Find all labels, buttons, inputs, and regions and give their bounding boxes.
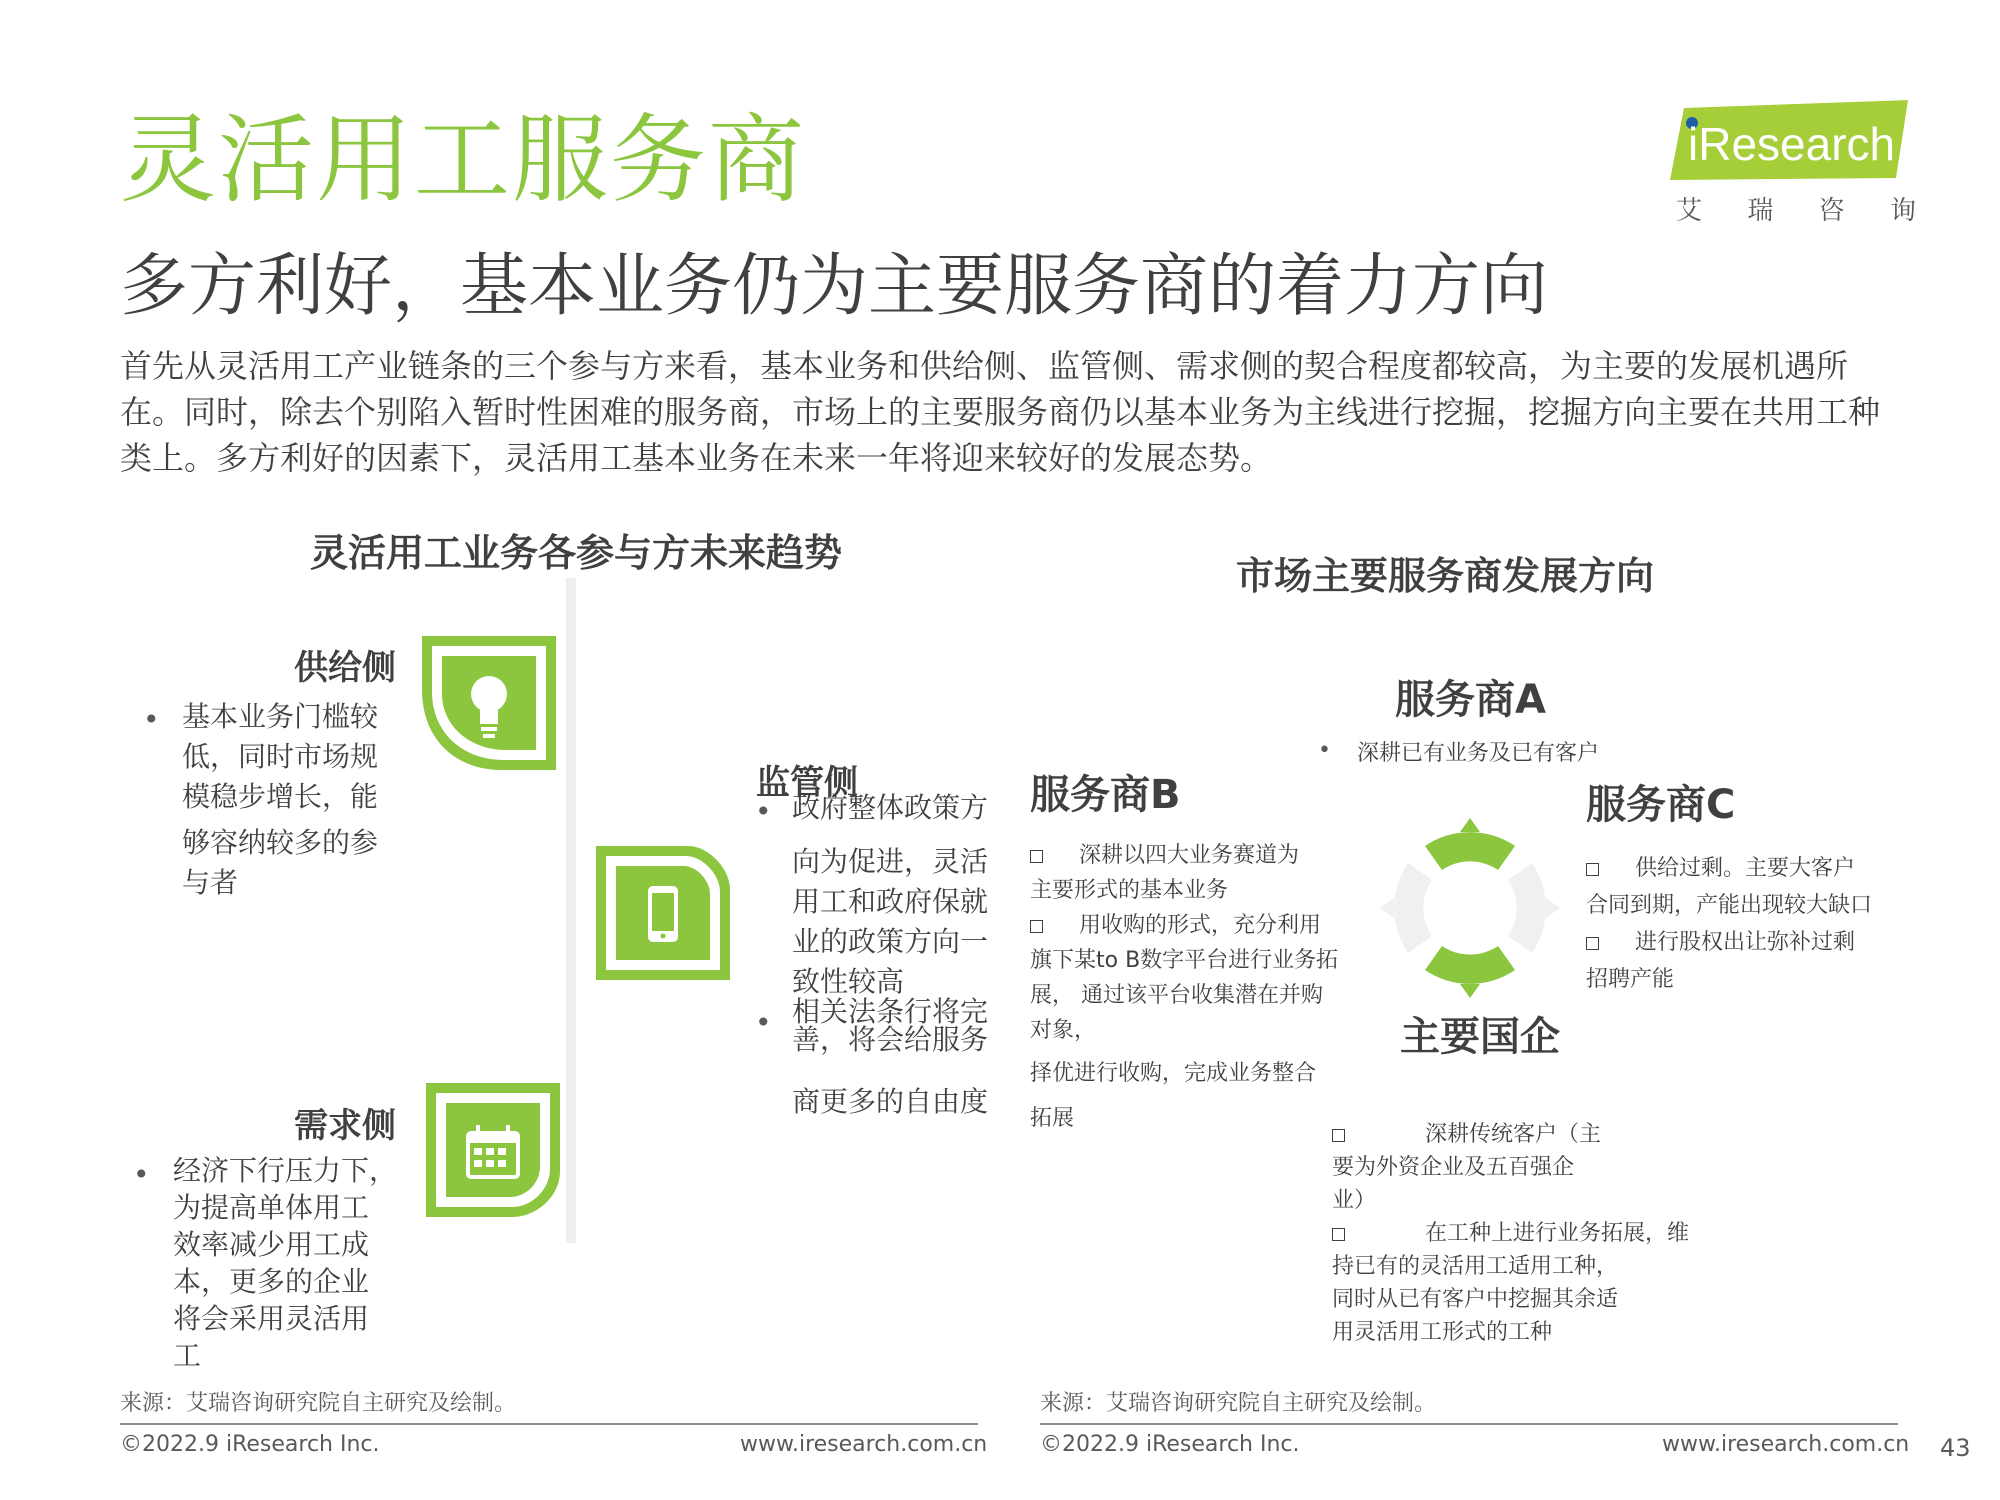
text-line: 商更多的自由度 [792,1085,989,1118]
text-line: 要为外资企业及五百强企 [1332,1155,1575,1180]
bullet-box [1030,920,1043,933]
right-section-title: 市场主要服务商发展方向 [1236,554,1655,598]
text-line: 相关法条行将完 [792,995,989,1028]
text-line: 对象， [1030,1018,1097,1043]
provider-a-text: 深耕已有业务及已有客户 [1357,741,1600,766]
provider-b-label: 服务商B [1030,772,1181,818]
text-line: 基本业务门槛较 [182,700,379,733]
provider-b-text [1030,838,1370,1136]
ring-segment-right [1508,863,1560,953]
text-line: 合同到期，产能出现较大缺口 [1586,893,1873,918]
text-line: 展， 通过该平台收集潜在并购 [1030,983,1323,1008]
logo-char: 艾 [1676,196,1703,226]
text-line: 业） [1332,1188,1377,1213]
page-subtitle: 多方利好，基本业务仍为主要服务商的着力方向 [120,247,1549,326]
bullet-dot: • [1318,738,1331,763]
iresearch-logo [1660,100,1920,230]
provider-ring-diagram [1370,808,1570,1008]
left-section-title: 灵活用工业务各参与方未来趋势 [310,531,843,575]
regulator-text-1 [792,788,1002,1002]
logo-banner [1670,100,1910,180]
footer-rule-right [1040,1423,1898,1425]
ring-segment-bottom [1425,946,1515,998]
bullet-box [1586,937,1599,950]
text-line: 用收购的形式，充分利用 [1079,913,1322,938]
text-line: 为提高单体用工 [173,1191,370,1224]
text-line: 持已有的灵活用工适用工种， [1332,1254,1619,1279]
logo-char: 咨 [1818,196,1845,226]
text-line: 善，将会给服务 [792,1023,989,1056]
text-line: 同时从已有客户中挖掘其余适 [1332,1287,1619,1312]
intro-paragraph: 首先从灵活用工产业链条的三个参与方来看，基本业务和供给侧、监管侧、需求侧的契合程度都较高，为主要的发展机遇所在。同时，除去个别陷入暂时性困难的服务商，市场上的主要服务商仍以基本业务为主线进行挖掘，挖掘方向主要在共用工种类上。多方利好的因素下，灵活用工基本业务在未来一年将迎来较好的发展态势。 [120,347,1881,477]
copyright-right: ©2022.9 iResearch Inc. [1040,1432,1300,1457]
regulator-leaf [588,838,738,988]
source-note-right: 来源：艾瑞咨询研究院自主研究及绘制。 [1040,1391,1437,1416]
supply-label: 供给侧 [294,648,396,688]
soe-label: 主要国企 [1400,1014,1560,1060]
regulator-text-2 [792,995,1002,1118]
logo-chinese [1676,190,1916,227]
provider-c-text [1586,850,1916,998]
text-line: 拓展 [1030,1106,1075,1131]
text-line: 业的政策方向一 [792,925,989,958]
bullet-dot: • [755,795,772,828]
logo-char: 瑞 [1747,196,1774,226]
footer-rule-left [120,1423,978,1425]
bullet-dot: • [143,703,160,736]
text-line: 用工和政府保就 [792,885,989,918]
page-title: 灵活用工服务商 [120,104,806,216]
text-line: 进行股权出让弥补过剩 [1635,930,1856,955]
text-line: 政府整体政策方 [792,791,989,824]
text-line: 够容纳较多的参 [182,826,379,859]
copyright-left: ©2022.9 iResearch Inc. [120,1432,380,1457]
url-right[interactable]: www.iresearch.com.cn [1662,1432,1910,1457]
text-line: 本，更多的企业 [173,1265,370,1298]
regulator-label: 监管侧 [756,763,858,803]
text-line: 择优进行收购，完成业务整合 [1030,1061,1317,1086]
provider-a-label: 服务商A [1395,677,1546,723]
text-line: 向为促进，灵活 [792,845,989,878]
bullet-box [1332,1129,1345,1142]
text-line: 致性较高 [792,965,905,998]
text-line: 用灵活用工形式的工种 [1332,1320,1553,1345]
logo-char: 询 [1889,196,1916,226]
demand-leaf [418,1075,568,1225]
text-line: 低，同时市场规 [182,740,379,773]
bullet-dot: • [755,1006,772,1039]
text-line: 工 [173,1339,202,1372]
ring-segment-top [1425,818,1515,870]
text-line: 将会采用灵活用 [173,1302,370,1335]
page-number: 43 [1940,1434,1971,1462]
bullet-box [1586,863,1599,876]
soe-text [1332,1118,1712,1349]
text-line: 深耕以四大业务赛道为 [1079,843,1300,868]
supply-leaf [414,628,564,778]
text-line: 在工种上进行业务拓展，维 [1425,1221,1690,1246]
demand-label: 需求侧 [294,1106,396,1146]
url-left[interactable]: www.iresearch.com.cn [740,1432,988,1457]
text-line: 模稳步增长，能 [182,780,379,813]
bullet-dot: • [133,1158,150,1191]
text-line: 经济下行压力下， [173,1154,398,1187]
supply-text [182,697,392,903]
text-line: 深耕传统客户（主 [1425,1122,1602,1147]
text-line: 旗下某to B数字平台进行业务拓 [1030,948,1339,973]
provider-c-label: 服务商C [1586,782,1736,828]
text-line: 与者 [182,866,239,899]
bullet-box [1332,1228,1345,1241]
text-line: 招聘产能 [1586,967,1675,992]
text-line: 供给过剩。主要大客户 [1635,856,1856,881]
text-line: 主要形式的基本业务 [1030,878,1229,903]
ring-segment-left [1380,863,1432,953]
mobile-phone-icon [648,886,678,942]
demand-text [173,1152,413,1374]
bullet-box [1030,850,1043,863]
text-line: 效率减少用工成 [173,1228,370,1261]
logo-text: iResearch [1688,118,1896,170]
source-note-left: 来源：艾瑞咨询研究院自主研究及绘制。 [120,1391,517,1416]
